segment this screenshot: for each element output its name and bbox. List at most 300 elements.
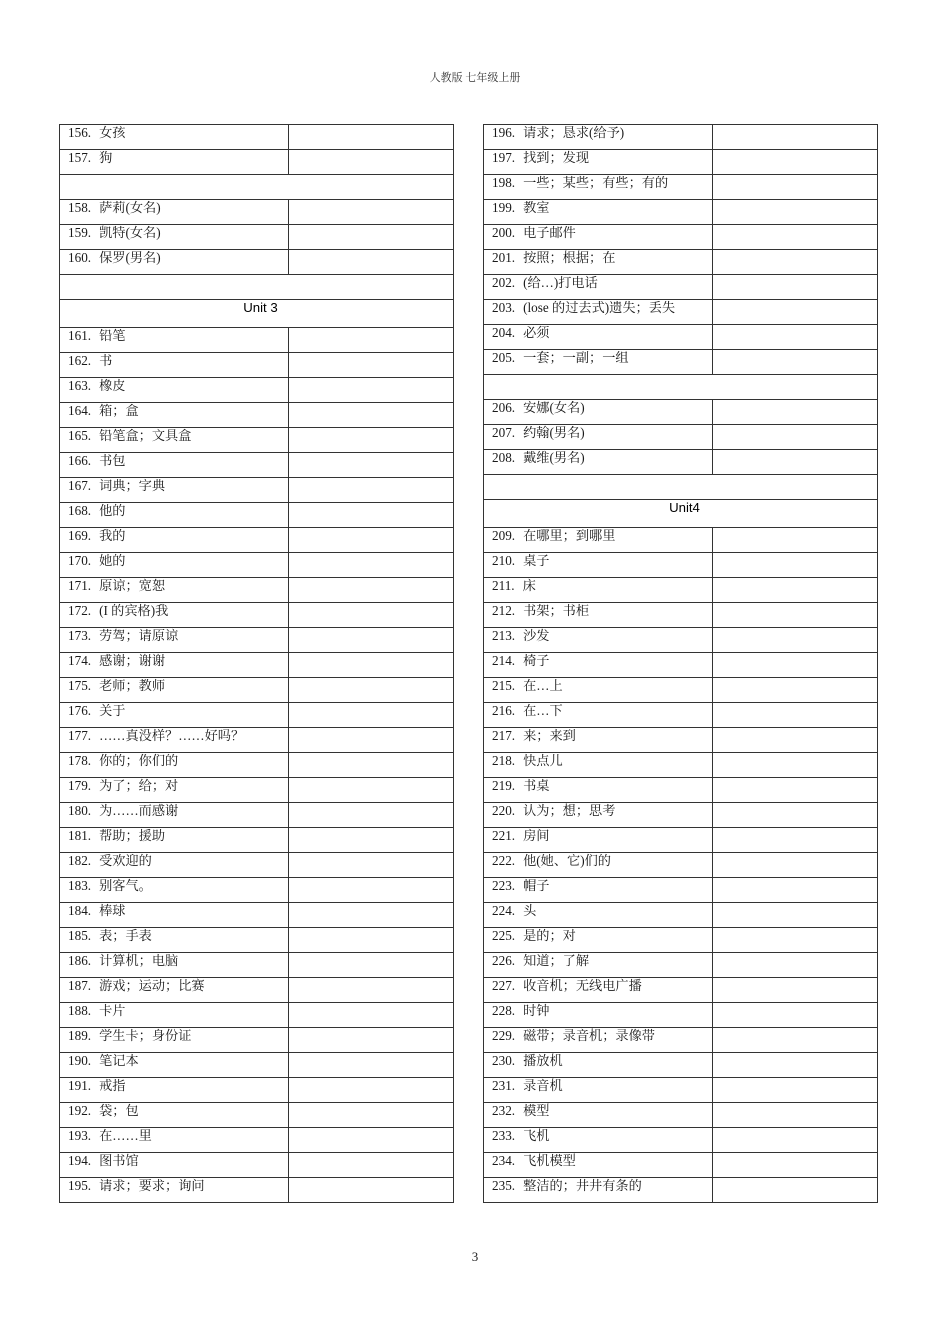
vocab-term-cell — [484, 903, 713, 928]
vocab-term: 凯特(女名) — [99, 225, 161, 240]
vocab-number: 170. — [68, 553, 92, 568]
answer-blank-cell[interactable] — [289, 653, 454, 678]
vocab-term-cell — [60, 1053, 289, 1078]
answer-blank-cell[interactable] — [289, 603, 454, 628]
vocab-row — [484, 1053, 878, 1078]
vocab-term: 帽子 — [523, 878, 550, 893]
vocab-term: 女孩 — [99, 125, 126, 140]
answer-blank-cell[interactable] — [289, 878, 454, 903]
vocab-row — [484, 425, 878, 450]
answer-blank-cell[interactable] — [713, 653, 878, 678]
vocab-term-cell — [60, 678, 289, 703]
vocab-number: 196. — [492, 125, 516, 140]
vocab-row — [484, 1103, 878, 1128]
vocab-term: 受欢迎的 — [99, 853, 152, 868]
answer-blank-cell[interactable] — [713, 275, 878, 300]
answer-blank-cell[interactable] — [289, 778, 454, 803]
vocab-row — [484, 250, 878, 275]
vocab-row — [484, 200, 878, 225]
answer-blank-cell[interactable] — [713, 125, 878, 150]
vocab-number: 162. — [68, 353, 92, 368]
answer-blank-cell[interactable] — [289, 1053, 454, 1078]
answer-blank-cell[interactable] — [713, 250, 878, 275]
vocab-number: 182. — [68, 853, 92, 868]
answer-blank-cell[interactable] — [713, 1153, 878, 1178]
vocab-term-cell — [60, 928, 289, 953]
vocab-term: 橡皮 — [99, 378, 126, 393]
vocab-term: 原谅；宽恕 — [99, 578, 166, 593]
answer-blank-cell[interactable] — [713, 200, 878, 225]
answer-blank-cell[interactable] — [713, 1128, 878, 1153]
vocab-term-cell — [60, 125, 289, 150]
answer-blank-cell[interactable] — [713, 1078, 878, 1103]
vocab-number: 159. — [68, 225, 92, 240]
vocab-term-cell — [484, 150, 713, 175]
answer-blank-cell[interactable] — [713, 953, 878, 978]
vocab-term: 在哪里；到哪里 — [523, 528, 616, 543]
answer-blank-cell[interactable] — [713, 928, 878, 953]
vocab-row — [60, 1178, 454, 1203]
answer-blank-cell[interactable] — [289, 828, 454, 853]
vocab-row — [484, 853, 878, 878]
vocab-number: 209. — [492, 528, 516, 543]
vocab-term: 约翰(男名) — [523, 425, 585, 440]
answer-blank-cell[interactable] — [289, 1078, 454, 1103]
answer-blank-cell[interactable] — [713, 400, 878, 425]
answer-blank-cell[interactable] — [289, 453, 454, 478]
vocab-number: 234. — [492, 1153, 516, 1168]
answer-blank-cell[interactable] — [713, 778, 878, 803]
vocab-number: 211. — [492, 578, 515, 593]
answer-blank-cell[interactable] — [713, 1053, 878, 1078]
vocab-term-cell — [484, 325, 713, 350]
vocab-term-cell — [60, 653, 289, 678]
answer-blank-cell[interactable] — [713, 1028, 878, 1053]
answer-blank-cell[interactable] — [289, 578, 454, 603]
vocab-term-cell — [60, 878, 289, 903]
vocab-term-cell — [484, 1028, 713, 1053]
vocab-row — [60, 428, 454, 453]
vocab-number: 197. — [492, 150, 516, 165]
vocab-term: 铅笔盒；文具盒 — [99, 428, 192, 443]
vocab-number: 220. — [492, 803, 516, 818]
vocab-term: 书架；书柜 — [523, 603, 590, 618]
answer-blank-cell[interactable] — [713, 175, 878, 200]
vocab-row — [60, 778, 454, 803]
vocab-row — [484, 703, 878, 728]
vocab-term: 头 — [523, 903, 537, 918]
vocab-number: 226. — [492, 953, 516, 968]
answer-blank-cell[interactable] — [289, 678, 454, 703]
vocab-term-cell — [484, 928, 713, 953]
vocab-row — [484, 150, 878, 175]
answer-blank-cell[interactable] — [713, 325, 878, 350]
vocab-row — [484, 400, 878, 425]
vocab-term: 词典；字典 — [99, 478, 166, 493]
answer-blank-cell[interactable] — [713, 1103, 878, 1128]
answer-blank-cell[interactable] — [289, 1178, 454, 1203]
vocab-term: 戒指 — [99, 1078, 126, 1093]
vocab-row — [60, 478, 454, 503]
vocab-number: 219. — [492, 778, 516, 793]
vocab-row — [484, 1128, 878, 1153]
vocab-term: 书包 — [99, 453, 126, 468]
answer-blank-cell[interactable] — [289, 528, 454, 553]
answer-blank-cell[interactable] — [289, 150, 454, 175]
answer-blank-cell[interactable] — [713, 903, 878, 928]
vocab-term-cell — [60, 728, 289, 753]
answer-blank-cell[interactable] — [289, 703, 454, 728]
vocab-number: 231. — [492, 1078, 516, 1093]
vocab-row — [484, 978, 878, 1003]
vocab-term-cell — [60, 1028, 289, 1053]
vocab-term-cell — [484, 603, 713, 628]
spacer-row — [60, 175, 454, 200]
vocab-term: 来；来到 — [523, 728, 576, 743]
vocab-row — [60, 1128, 454, 1153]
answer-blank-cell[interactable] — [713, 678, 878, 703]
answer-blank-cell[interactable] — [289, 753, 454, 778]
vocab-term: 找到；发现 — [523, 150, 590, 165]
vocab-row — [484, 1028, 878, 1053]
vocab-term-cell — [484, 125, 713, 150]
vocab-row — [484, 225, 878, 250]
unit-heading: Unit 3 — [60, 300, 454, 328]
vocab-term-cell — [484, 703, 713, 728]
vocab-term-cell — [484, 953, 713, 978]
vocab-number: 173. — [68, 628, 92, 643]
vocab-number: 224. — [492, 903, 516, 918]
vocab-term: 录音机 — [523, 1078, 563, 1093]
vocab-row — [60, 603, 454, 628]
vocab-row — [484, 578, 878, 603]
vocab-number: 225. — [492, 928, 516, 943]
vocab-term-cell — [484, 350, 713, 375]
vocab-row — [484, 175, 878, 200]
answer-blank-cell[interactable] — [289, 1153, 454, 1178]
vocab-row — [484, 325, 878, 350]
vocab-number: 176. — [68, 703, 92, 718]
vocab-term-cell — [484, 728, 713, 753]
vocab-row — [484, 125, 878, 150]
vocab-number: 235. — [492, 1178, 516, 1193]
vocab-number: 186. — [68, 953, 92, 968]
spacer-cell — [60, 275, 454, 300]
vocab-term-cell — [60, 1178, 289, 1203]
vocab-row — [484, 678, 878, 703]
vocab-number: 205. — [492, 350, 516, 365]
vocab-term: 快点儿 — [523, 753, 563, 768]
vocab-term: 沙发 — [523, 628, 550, 643]
answer-blank-cell[interactable] — [289, 403, 454, 428]
vocab-row — [60, 578, 454, 603]
answer-blank-cell[interactable] — [289, 953, 454, 978]
vocab-number: 168. — [68, 503, 92, 518]
vocab-row — [60, 225, 454, 250]
vocab-number: 189. — [68, 1028, 92, 1043]
answer-blank-cell[interactable] — [289, 378, 454, 403]
answer-blank-cell[interactable] — [289, 250, 454, 275]
vocab-row — [60, 978, 454, 1003]
vocab-number: 217. — [492, 728, 516, 743]
vocab-row — [60, 250, 454, 275]
vocab-term: 劳驾；请原谅 — [99, 628, 179, 643]
answer-blank-cell[interactable] — [289, 200, 454, 225]
vocab-term-cell — [60, 753, 289, 778]
vocab-number: 230. — [492, 1053, 516, 1068]
vocab-table-right-body — [484, 125, 878, 1203]
vocab-term: 教室 — [523, 200, 550, 215]
answer-blank-cell[interactable] — [713, 300, 878, 325]
vocab-number: 198. — [492, 175, 516, 190]
answer-blank-cell[interactable] — [713, 425, 878, 450]
vocab-row — [60, 678, 454, 703]
vocab-number: 195. — [68, 1178, 92, 1193]
vocab-number: 163. — [68, 378, 92, 393]
page-header: 人教版 七年级上册 — [429, 72, 521, 84]
answer-blank-cell[interactable] — [713, 1178, 878, 1203]
answer-blank-cell[interactable] — [289, 728, 454, 753]
vocab-term-cell — [484, 1128, 713, 1153]
spacer-cell — [60, 175, 454, 200]
vocab-term: 保罗(男名) — [99, 250, 161, 265]
vocab-term: 图书馆 — [99, 1153, 139, 1168]
vocab-term: 狗 — [99, 150, 113, 165]
vocab-term: 游戏；运动；比赛 — [99, 978, 205, 993]
vocab-row — [484, 553, 878, 578]
vocab-term: 袋；包 — [99, 1103, 139, 1118]
vocab-term: 关于 — [99, 703, 126, 718]
answer-blank-cell[interactable] — [713, 578, 878, 603]
vocab-row — [60, 1053, 454, 1078]
vocab-term: 帮助；援助 — [99, 828, 166, 843]
vocab-number: 184. — [68, 903, 92, 918]
unit-heading: Unit4 — [484, 500, 878, 528]
vocab-row — [60, 853, 454, 878]
vocab-term-cell — [60, 403, 289, 428]
vocab-number: 228. — [492, 1003, 516, 1018]
vocab-row — [484, 803, 878, 828]
vocab-row — [60, 1153, 454, 1178]
vocab-term-cell — [60, 803, 289, 828]
vocab-row — [60, 328, 454, 353]
vocab-number: 201. — [492, 250, 516, 265]
vocab-number: 193. — [68, 1128, 92, 1143]
vocab-number: 200. — [492, 225, 516, 240]
vocab-number: 207. — [492, 425, 516, 440]
vocab-table-right — [483, 124, 878, 1203]
vocab-row — [60, 928, 454, 953]
vocab-row — [60, 503, 454, 528]
answer-blank-cell[interactable] — [289, 428, 454, 453]
vocab-row — [484, 1003, 878, 1028]
vocab-term: 时钟 — [523, 1003, 550, 1018]
answer-blank-cell[interactable] — [289, 328, 454, 353]
vocab-term-cell — [484, 250, 713, 275]
vocab-term-cell — [60, 853, 289, 878]
vocab-term-cell — [60, 828, 289, 853]
vocab-term: 电子邮件 — [523, 225, 576, 240]
vocab-number: 187. — [68, 978, 92, 993]
answer-blank-cell[interactable] — [289, 1103, 454, 1128]
vocab-term: 他的 — [99, 503, 126, 518]
vocab-term: ……真没样？……好吗？ — [99, 728, 245, 743]
spacer-cell — [484, 475, 878, 500]
vocab-row — [484, 603, 878, 628]
unit-heading-row — [60, 300, 454, 328]
vocab-term-cell — [60, 903, 289, 928]
vocab-row — [60, 803, 454, 828]
answer-blank-cell[interactable] — [713, 978, 878, 1003]
vocab-term-cell — [60, 778, 289, 803]
vocab-term: 椅子 — [523, 653, 550, 668]
vocab-term: 戴维(男名) — [523, 450, 585, 465]
answer-blank-cell[interactable] — [713, 603, 878, 628]
answer-blank-cell[interactable] — [289, 803, 454, 828]
answer-blank-cell[interactable] — [713, 225, 878, 250]
vocab-term: 知道；了解 — [523, 953, 590, 968]
vocab-number: 169. — [68, 528, 92, 543]
answer-blank-cell[interactable] — [713, 450, 878, 475]
vocab-number: 208. — [492, 450, 516, 465]
vocab-term-cell — [60, 353, 289, 378]
vocab-row — [484, 1178, 878, 1203]
answer-blank-cell[interactable] — [713, 878, 878, 903]
vocab-number: 221. — [492, 828, 516, 843]
vocab-number: 190. — [68, 1053, 92, 1068]
vocab-row — [60, 1078, 454, 1103]
vocab-term: 表；手表 — [99, 928, 152, 943]
vocab-number: 171. — [68, 578, 92, 593]
answer-blank-cell[interactable] — [289, 978, 454, 1003]
page-number: 3 — [471, 1249, 479, 1264]
vocab-term-cell — [60, 978, 289, 1003]
answer-blank-cell[interactable] — [713, 553, 878, 578]
vocab-term-cell — [60, 603, 289, 628]
vocab-term: 床 — [522, 578, 536, 593]
vocab-number: 178. — [68, 753, 92, 768]
vocab-term: 磁带；录音机；录像带 — [523, 1028, 655, 1043]
vocab-term-cell — [60, 478, 289, 503]
vocab-row — [484, 653, 878, 678]
vocab-term-cell — [484, 1078, 713, 1103]
answer-blank-cell[interactable] — [289, 903, 454, 928]
answer-blank-cell[interactable] — [289, 1028, 454, 1053]
vocab-number: 215. — [492, 678, 516, 693]
vocab-number: 203. — [492, 300, 516, 315]
vocab-row — [484, 928, 878, 953]
vocab-number: 188. — [68, 1003, 92, 1018]
answer-blank-cell[interactable] — [713, 150, 878, 175]
vocab-term-cell — [60, 628, 289, 653]
vocab-number: 164. — [68, 403, 92, 418]
vocab-row — [60, 150, 454, 175]
vocab-number: 206. — [492, 400, 516, 415]
answer-blank-cell[interactable] — [289, 503, 454, 528]
vocab-row — [484, 903, 878, 928]
answer-blank-cell[interactable] — [713, 628, 878, 653]
vocab-row — [484, 878, 878, 903]
vocab-term-cell — [60, 1128, 289, 1153]
vocab-term-cell — [60, 200, 289, 225]
vocab-term-cell — [484, 1178, 713, 1203]
answer-blank-cell[interactable] — [713, 1003, 878, 1028]
vocab-term: 书 — [99, 353, 113, 368]
vocab-number: 192. — [68, 1103, 92, 1118]
vocab-number: 177. — [68, 728, 92, 743]
answer-blank-cell[interactable] — [713, 703, 878, 728]
spacer-cell — [484, 375, 878, 400]
vocab-number: 222. — [492, 853, 516, 868]
vocab-row — [484, 1078, 878, 1103]
answer-blank-cell[interactable] — [713, 753, 878, 778]
vocab-term-cell — [60, 553, 289, 578]
vocab-term-cell — [484, 853, 713, 878]
vocab-term: 播放机 — [523, 1053, 563, 1068]
vocab-term-cell — [60, 528, 289, 553]
answer-blank-cell[interactable] — [289, 853, 454, 878]
vocab-row — [60, 653, 454, 678]
answer-blank-cell[interactable] — [713, 803, 878, 828]
answer-blank-cell[interactable] — [289, 1128, 454, 1153]
vocab-term-cell — [60, 250, 289, 275]
vocab-term-cell — [484, 678, 713, 703]
vocab-number: 229. — [492, 1028, 516, 1043]
answer-blank-cell[interactable] — [713, 528, 878, 553]
answer-blank-cell[interactable] — [713, 853, 878, 878]
vocab-row — [484, 450, 878, 475]
vocab-row — [60, 1103, 454, 1128]
vocab-number: 167. — [68, 478, 92, 493]
vocab-term-cell — [484, 753, 713, 778]
vocab-term: 飞机模型 — [523, 1153, 576, 1168]
vocab-term-cell — [60, 1078, 289, 1103]
vocab-row — [60, 378, 454, 403]
vocab-row — [60, 728, 454, 753]
vocab-term-cell — [484, 1103, 713, 1128]
answer-blank-cell[interactable] — [289, 125, 454, 150]
vocab-term: 请求；恳求(给予) — [523, 125, 625, 140]
vocab-term: 认为；想；思考 — [523, 803, 616, 818]
vocab-number: 213. — [492, 628, 516, 643]
answer-blank-cell[interactable] — [289, 628, 454, 653]
vocab-term-cell — [484, 778, 713, 803]
vocab-term-cell — [60, 503, 289, 528]
vocab-term: 在…上 — [523, 678, 563, 693]
vocab-term: 收音机；无线电广播 — [523, 978, 642, 993]
vocab-row — [60, 200, 454, 225]
answer-blank-cell[interactable] — [289, 1003, 454, 1028]
answer-blank-cell[interactable] — [289, 353, 454, 378]
answer-blank-cell[interactable] — [289, 553, 454, 578]
answer-blank-cell[interactable] — [713, 350, 878, 375]
vocab-term-cell — [484, 828, 713, 853]
vocab-term-cell — [484, 1053, 713, 1078]
vocab-number: 161. — [68, 328, 92, 343]
answer-blank-cell[interactable] — [289, 225, 454, 250]
vocab-number: 185. — [68, 928, 92, 943]
answer-blank-cell[interactable] — [289, 478, 454, 503]
answer-blank-cell[interactable] — [289, 928, 454, 953]
vocab-number: 160. — [68, 250, 92, 265]
vocab-term-cell — [60, 1153, 289, 1178]
answer-blank-cell[interactable] — [713, 728, 878, 753]
vocab-number: 191. — [68, 1078, 92, 1093]
vocab-row — [484, 628, 878, 653]
answer-blank-cell[interactable] — [713, 828, 878, 853]
vocab-row — [60, 553, 454, 578]
vocab-term-cell — [484, 628, 713, 653]
